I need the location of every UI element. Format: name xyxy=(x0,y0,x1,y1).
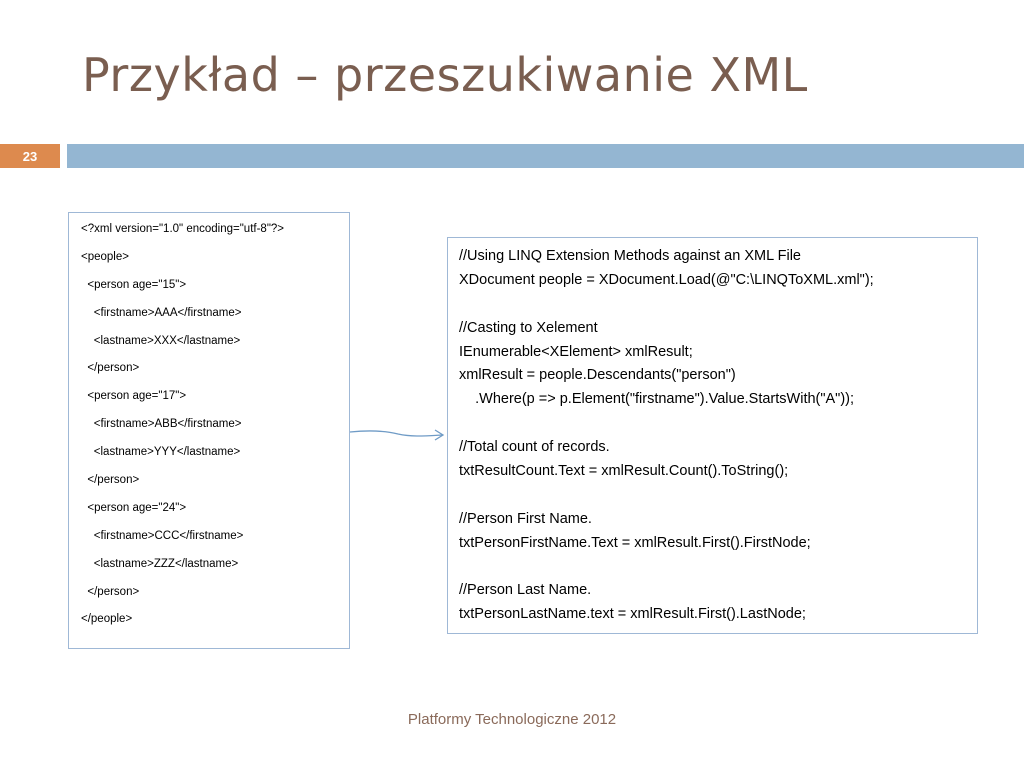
xml-line: <lastname>XXX</lastname> xyxy=(81,334,241,347)
code-line: //Person First Name. xyxy=(459,510,592,527)
code-line: //Person Last Name. xyxy=(459,582,592,599)
xml-line: <person age="24"> xyxy=(81,501,187,514)
code-line xyxy=(459,293,977,317)
code-line: .Where(p => p.Element("firstname").Value.StartsWith("A")); xyxy=(459,391,855,408)
code-line: IEnumerable<XElement> xmlResult; xyxy=(459,343,693,360)
code-line: //Using LINQ Extension Methods against an XML File xyxy=(459,248,801,264)
code-line: //Total count of records. xyxy=(459,439,610,456)
xml-line: <?xml version="1.0" encoding="utf-8"?> xyxy=(81,223,285,235)
xml-line: </people> xyxy=(81,613,133,626)
code-line: xmlResult = people.Descendants("person") xyxy=(459,367,736,384)
xml-line: <person age="15"> xyxy=(81,278,187,291)
xml-line: <person age="17"> xyxy=(81,390,187,403)
xml-line: <people> xyxy=(81,250,129,263)
xml-line: </person> xyxy=(81,362,140,375)
code-line: txtResultCount.Text = xmlResult.Count().ToString(); xyxy=(459,463,789,480)
code-line: XDocument people = XDocument.Load(@"C:\LINQToXML.xml"); xyxy=(459,271,874,288)
xml-line: <lastname>YYY</lastname> xyxy=(81,446,241,459)
xml-line: <firstname>CCC</firstname> xyxy=(81,529,244,542)
xml-line: </person> xyxy=(81,474,140,487)
slide-title: Przykład – przeszukiwanie XML xyxy=(82,48,808,102)
xml-line: <firstname>AAA</firstname> xyxy=(81,306,242,319)
code-line: txtPersonLastName.text = xmlResult.First().LastNode; xyxy=(459,606,806,623)
xml-line: <lastname>ZZZ</lastname> xyxy=(81,557,239,570)
xml-sample-box xyxy=(68,212,350,649)
linq-code-box xyxy=(447,237,978,634)
arrow-right-icon xyxy=(348,424,450,446)
slide-footer: Platformy Technologiczne 2012 xyxy=(407,711,617,728)
code-line xyxy=(459,412,977,436)
accent-bar xyxy=(67,144,1024,168)
xml-line: <firstname>ABB</firstname> xyxy=(81,418,242,431)
slide-number-badge xyxy=(0,144,60,168)
slide-number: 23 xyxy=(22,148,38,164)
code-line: //Casting to Xelement xyxy=(459,319,598,336)
code-line xyxy=(459,556,977,580)
xml-line: </person> xyxy=(81,585,140,598)
code-line: txtPersonFirstName.Text = xmlResult.First().FirstNode; xyxy=(459,534,811,551)
code-line xyxy=(459,484,977,508)
